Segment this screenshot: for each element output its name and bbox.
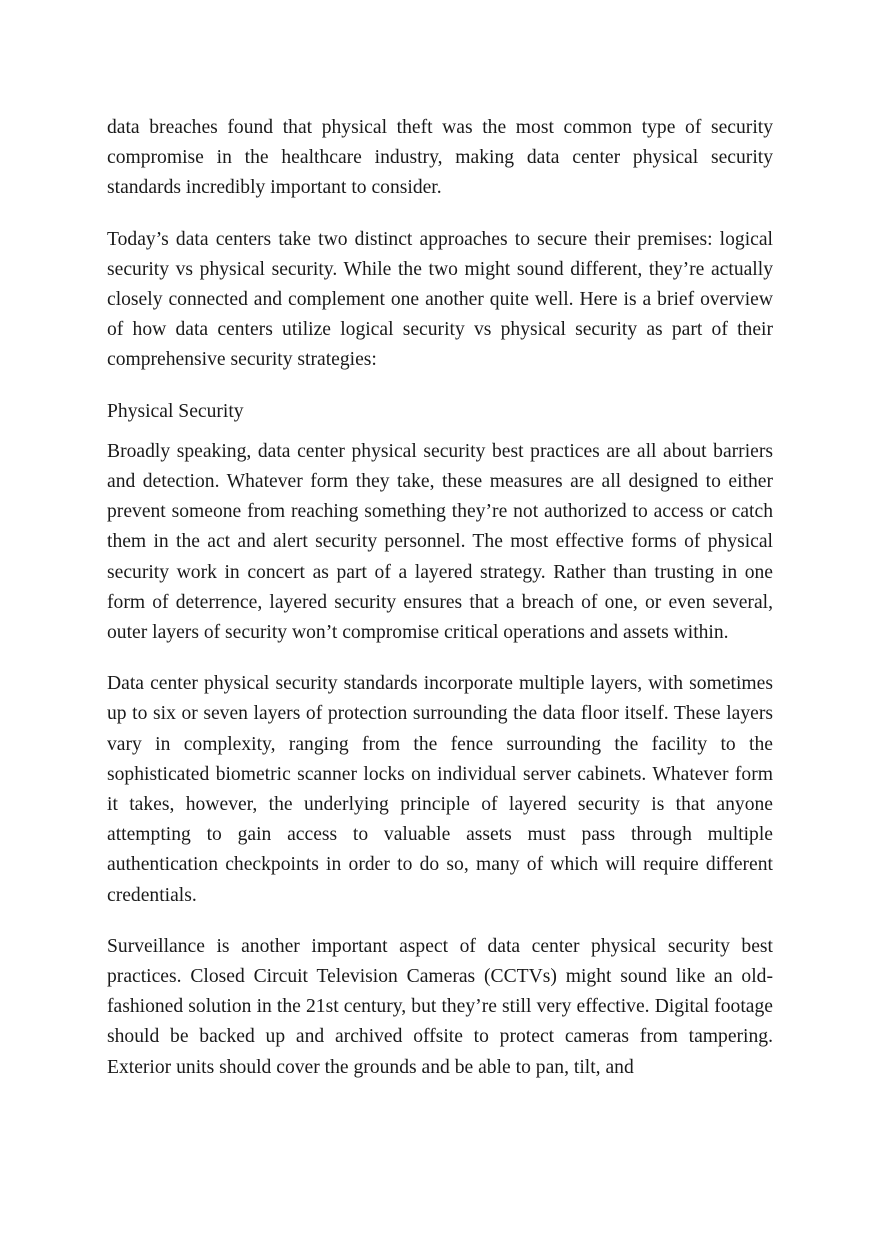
paragraph-layered-security: Data center physical security standards incorporate multiple layers, with sometimes up to six or seven layers of protection surrounding the data floor itself. These layers vary in complexity, ranging from the fence surrounding the facility to the sophisticated biometric scanner locks on individual server cabinets. Whatever form it takes, however, the underlying principle of layered security is that anyone attempting to gain access to valuable assets must pass through multiple authentication checkpoints in order to do so, many of which will require different credentials. [107, 673, 773, 906]
paragraph-breach-intro: data breaches found that physical theft was the most common type of security compromise in the healthcare industry, making data center physical security standards incredibly important to consider. [107, 117, 773, 199]
paragraph-barriers-detection: Broadly speaking, data center physical security best practices are all about barriers and detection. Whatever form they take, these measures are all designed to either prevent someone from reaching something they’re not authorized to access or catch them in the act and alert security personnel. The most effective forms of physical security work in concert as part of a layered strategy. Rather than trusting in one form of deterrence, layered security ensures that a breach of one, or even several, outer layers of security won’t compromise critical operations and assets within. [107, 440, 773, 644]
paragraph-surveillance: Surveillance is another important aspect of data center physical security best practices. Closed Circuit Television Cameras (CCTVs) might sound like an old-fashioned solution in the 21st century, but they’re still very effective. Digital footage should be backed up and archived offsite to protect cameras from tampering. Exterior units should cover the grounds and be able to pan, tilt, and [107, 935, 773, 1078]
section-heading-physical-security: Physical Security [107, 400, 244, 422]
document-page [107, 113, 773, 1104]
paragraph-two-approaches: Today’s data centers take two distinct approaches to secure their premises: logical security vs physical security. While the two might sound different, they’re actually closely connected and complement one another quite well. Here is a brief overview of how data centers utilize logical security vs physical security as part of their comprehensive security strategies: [107, 228, 773, 371]
